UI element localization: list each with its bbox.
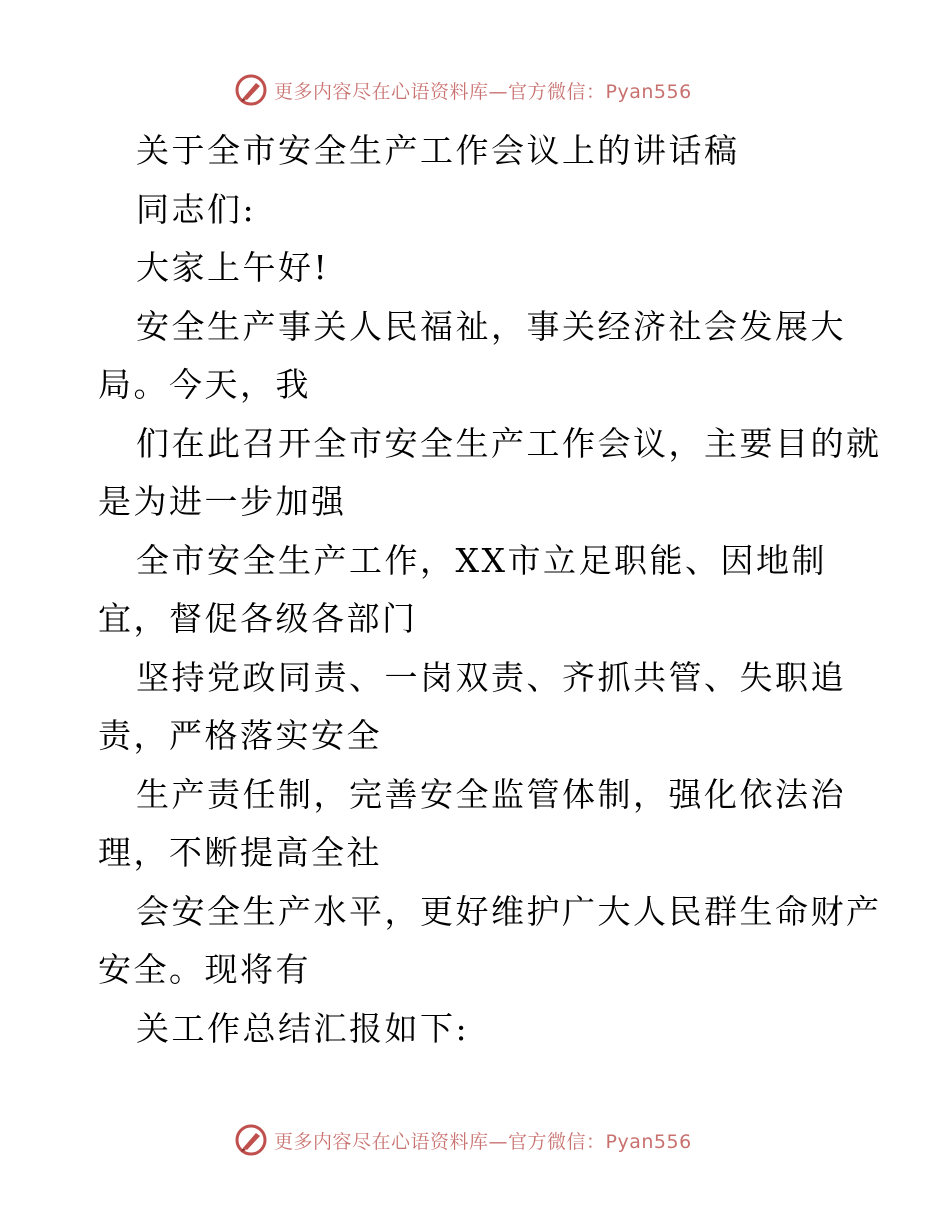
paragraph-line: 关工作总结汇报如下: bbox=[136, 1008, 470, 1048]
paragraph-line: 安全生产事关人民福祉，事关经济社会发展大 bbox=[136, 306, 846, 346]
document-body bbox=[98, 122, 882, 1058]
paragraph-line: 全市安全生产工作，XX市立足职能、因地制 bbox=[136, 540, 827, 580]
pen-logo-icon bbox=[234, 1123, 268, 1157]
paragraph-line: 会安全生产水平，更好维护广大人民群生命财产 bbox=[136, 891, 882, 931]
salutation: 同志们: bbox=[136, 189, 257, 229]
footer-watermark bbox=[234, 1122, 692, 1158]
paragraph-line: 责，严格落实安全 bbox=[98, 716, 382, 755]
greeting: 大家上午好! bbox=[136, 248, 330, 287]
paragraph-line: 理，不断提高全社 bbox=[98, 833, 382, 872]
header-watermark bbox=[234, 72, 692, 108]
paragraph-line: 宜，督促各级各部门 bbox=[98, 599, 418, 638]
paragraph-line: 们在此召开全市安全生产工作会议，主要目的就 bbox=[136, 423, 882, 463]
paragraph-line: 坚持党政同责、一岗双责、齐抓共管、失职追 bbox=[136, 657, 846, 697]
paragraph-line: 生产责任制，完善安全监管体制，强化依法治 bbox=[136, 774, 846, 814]
watermark-text: 更多内容尽在心语资料库—官方微信：Pyan556 bbox=[274, 1130, 692, 1153]
document-title: 关于全市安全生产工作会议上的讲话稿 bbox=[136, 131, 740, 170]
paragraph-line: 是为进一步加强 bbox=[98, 482, 347, 521]
paragraph-line: 局。今天，我 bbox=[98, 365, 311, 404]
paragraph-line: 安全。现将有 bbox=[98, 950, 311, 989]
watermark-text: 更多内容尽在心语资料库—官方微信：Pyan556 bbox=[274, 80, 692, 103]
pen-logo-icon bbox=[234, 73, 268, 107]
